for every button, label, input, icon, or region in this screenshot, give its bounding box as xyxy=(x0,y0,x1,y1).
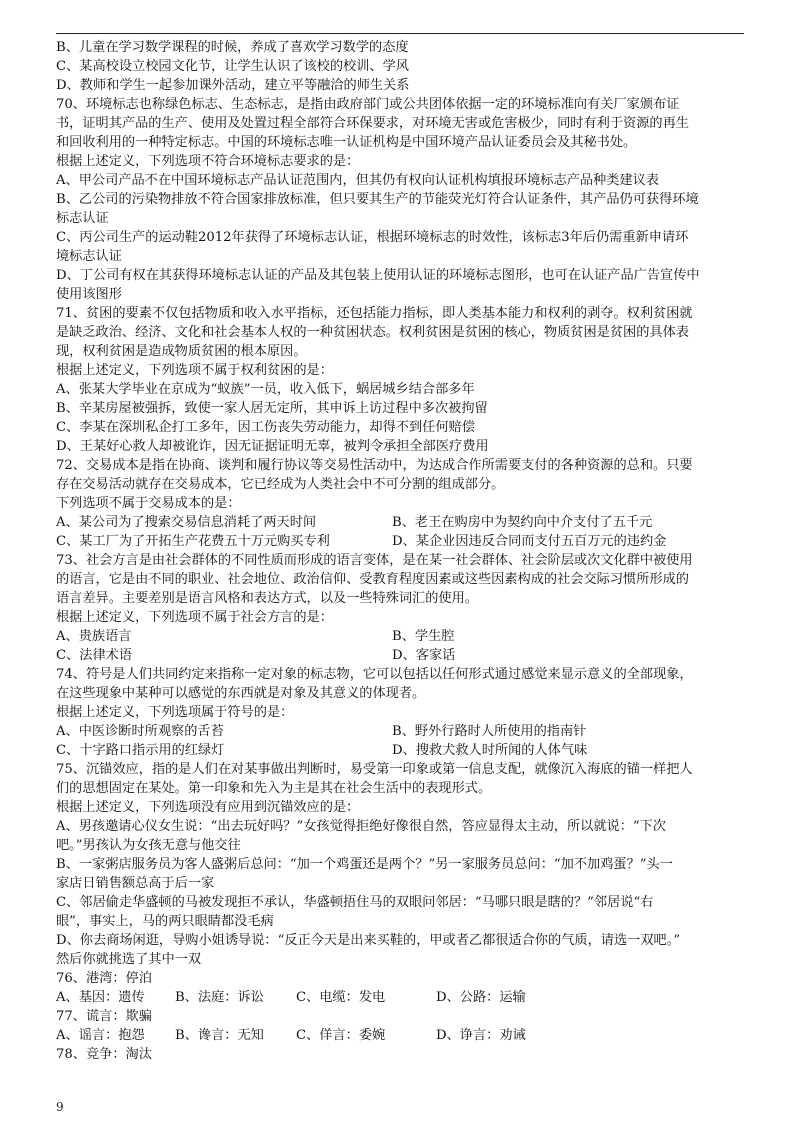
q76-option-b: B、法庭：诉讼 xyxy=(175,990,264,1005)
q73-option-b: B、学生腔 xyxy=(392,629,455,644)
q74-options-row xyxy=(56,741,744,760)
q72-options-row xyxy=(56,532,744,551)
q70-option-a: A、甲公司产品不在中国环境标志产品认证范围内，但其仍有权向认证机构填报环境标志产品种类建议表 xyxy=(56,173,659,188)
q72-stem-line: 72、交易成本是指在协商、谈判和履行协议等交易性活动中，为达成合作所需要支付的各种资源的总和。只要 xyxy=(56,458,693,473)
q72-option-a: A、某公司为了搜索交易信息消耗了两天时间 xyxy=(56,515,317,530)
q73-options-row xyxy=(56,627,744,646)
q73-prompt: 根据上述定义，下列选项不属于社会方言的是： xyxy=(56,610,333,625)
q71-stem-line: 现，权利贫困是造成物质贫困的根本原因。 xyxy=(56,344,307,359)
q71-prompt: 根据上述定义，下列选项不属于权利贫困的是： xyxy=(56,363,333,378)
q75-option-d-cont: 然后你就挑选了其中一双 xyxy=(56,952,202,967)
q73-stem-line: 73、社会方言是由社会群体的不同性质而形成的语言变体，是在某一社会群体、社会阶层或次文化群中被使用 xyxy=(56,553,693,568)
q75-option-a: A、男孩邀请心仪女生说：“出去玩好吗？”女孩觉得拒绝好像很自然，答应显得太主动，所以就说：“下次 xyxy=(56,819,666,834)
q73-stem-line: 的语言，它是由不同的职业、社会地位、政治信仰、受教育程度因素或这些因素构成的社会交际习惯所形成的 xyxy=(56,572,689,587)
q70-option-d: D、丁公司有权在其获得环境标志认证的产品及其包装上使用认证的环境标志图形，也可在认证产品广告宣传中 xyxy=(56,268,700,283)
q70-option-d-cont: 使用该图形 xyxy=(56,287,122,302)
q72-stem-line: 存在交易活动就存在交易成本，它已经成为人类社会中不可分割的组成部分。 xyxy=(56,477,505,492)
q74-option-b: B、野外行路时人所使用的指南针 xyxy=(392,724,587,739)
q71-option-b: B、辛某房屋被强拆，致使一家人居无定所，其申诉上访过程中多次被拘留 xyxy=(56,401,488,416)
q77-option-b: B、谗言：无知 xyxy=(175,1028,264,1043)
q75-option-a-cont: 吧。”男孩认为女孩无意与他交往 xyxy=(56,838,241,853)
q74-option-d: D、搜救犬救人时所闻的人体气味 xyxy=(392,743,588,758)
q70-option-c: C、丙公司生产的运动鞋2012年获得了环境标志认证，根据环境标志的时效性，该标志3年后仍需重新申请环 xyxy=(56,230,689,245)
q75-prompt: 根据上述定义，下列选项没有应用到沉锚效应的是： xyxy=(56,800,360,815)
q74-stem-line: 在这些现象中某种可以感觉的东西就是对象及其意义的体现者。 xyxy=(56,686,426,701)
q72-prompt: 下列选项不属于交易成本的是： xyxy=(56,496,241,511)
q72-options-row xyxy=(56,513,744,532)
q76-option-a: A、基因：遗传 xyxy=(56,990,145,1005)
q70-option-b-cont: 标志认证 xyxy=(56,211,109,226)
q70-prompt: 根据上述定义，下列选项不符合环境标志要求的是： xyxy=(56,154,360,169)
q76-stem: 76、港湾：停泊 xyxy=(56,971,152,986)
q74-options-row xyxy=(56,722,744,741)
q76-options-row xyxy=(56,988,744,1007)
q78-stem: 78、竞争：淘汰 xyxy=(56,1047,152,1062)
q77-option-d: D、诤言：劝诫 xyxy=(436,1028,526,1043)
q74-stem-line: 74、符号是人们共同约定来指称一定对象的标志物，它可以包括以任何形式通过感觉来显示意义的全部现象， xyxy=(56,667,693,682)
q69-option-b: B、儿童在学习数学课程的时候，养成了喜欢学习数学的态度 xyxy=(56,40,409,55)
page-content xyxy=(56,38,744,1064)
q75-option-c-cont: 眼”，事实上，马的两只眼睛都没毛病 xyxy=(56,914,274,929)
q70-option-b: B、乙公司的污染物排放不符合国家排放标准，但只要其生产的节能荧光灯符合认证条件，其产品仍可获得环境 xyxy=(56,192,699,207)
q73-option-c: C、法律术语 xyxy=(56,648,133,663)
q70-stem-line: 70、环境标志也称绿色标志、生态标志，是指由政府部门或公共团体依据一定的环境标准向有关厂家颁布证 xyxy=(56,97,680,112)
q77-stem: 77、谎言：欺骗 xyxy=(56,1009,152,1024)
q69-option-c: C、某高校设立校园文化节，让学生认识了该校的校训、学风 xyxy=(56,59,409,74)
q70-option-c-cont: 境标志认证 xyxy=(56,249,122,264)
q71-option-d: D、王某好心救人却被讹诈，因无证据证明无辜，被判令承担全部医疗费用 xyxy=(56,439,489,454)
q75-option-b-cont: 家店日销售额总高于后一家 xyxy=(56,876,215,891)
q71-option-c: C、李某在深圳私企打工多年，因工伤丧失劳动能力，却得不到任何赔偿 xyxy=(56,420,475,435)
q76-option-d: D、公路：运输 xyxy=(436,990,526,1005)
q75-stem-line: 们的思想固定在某处。第一印象和先入为主是其在社会生活中的表现形式。 xyxy=(56,781,492,796)
q71-stem-line: 是缺乏政治、经济、文化和社会基本人权的一种贫困状态。权利贫困是贫困的核心，物质贫困是贫困的具体表 xyxy=(56,325,689,340)
q74-prompt: 根据上述定义，下列选项属于符号的是： xyxy=(56,705,294,720)
q77-option-a: A、谣言：抱怨 xyxy=(56,1028,145,1043)
q70-stem-line: 和回收利用的一种特定标志。中国的环境标志唯一认证机构是中国环境产品认证委员会及其秘书处。 xyxy=(56,135,637,150)
q76-option-c: C、电缆：发电 xyxy=(296,990,386,1005)
q75-option-d: D、你去商场闲逛，导购小姐诱导说：“反正今天是出来买鞋的，甲或者乙都很适合你的气质，请选一双吧。” xyxy=(56,933,681,948)
q75-stem-line: 75、沉锚效应，指的是人们在对某事做出判断时，易受第一印象或第一信息支配，就像沉入海底的锚一样把人 xyxy=(56,762,693,777)
q73-stem-line: 语言差异。主要差别是语言风格和表达方式，以及一些特殊词汇的使用。 xyxy=(56,591,478,606)
q72-option-b: B、老王在购房中为契约向中介支付了五千元 xyxy=(392,515,653,530)
q70-stem-line: 书，证明其产品的生产、使用及处置过程全部符合环保要求，对环境无害或危害极少，同时有利于资源的再生 xyxy=(56,116,689,131)
q74-option-c: C、十字路口指示用的红绿灯 xyxy=(56,743,225,758)
header-rule xyxy=(56,33,744,34)
q73-option-d: D、客家话 xyxy=(392,648,456,663)
q74-option-a: A、中医诊断时所观察的舌苔 xyxy=(56,724,224,739)
page-number: 9 xyxy=(56,1100,64,1114)
q77-option-c: C、佯言：委婉 xyxy=(296,1028,386,1043)
q72-option-d: D、某企业因违反合同而支付五百万元的违约金 xyxy=(392,534,667,549)
q71-option-a: A、张某大学毕业在京成为“蚁族”一员，收入低下，蜗居城乡结合部多年 xyxy=(56,382,475,397)
q69-option-d: D、教师和学生一起参加课外活动，建立平等融洽的师生关系 xyxy=(56,78,410,93)
q75-option-b: B、一家粥店服务员为客人盛粥后总问：“加一个鸡蛋还是两个？”另一家服务员总问：“加不加鸡蛋？”头一 xyxy=(56,857,673,872)
q73-options-row xyxy=(56,646,744,665)
q75-option-c: C、邻居偷走华盛顿的马被发现拒不承认，华盛顿捂住马的双眼问邻居：“马哪只眼是瞎的？”邻居说“右 xyxy=(56,895,654,910)
q73-option-a: A、贵族语言 xyxy=(56,629,132,644)
q71-stem-line: 71、贫困的要素不仅包括物质和收入水平指标，还包括能力指标，即人类基本能力和权利的剥夺。权利贫困就 xyxy=(56,306,693,321)
q77-options-row xyxy=(56,1026,744,1045)
q72-option-c: C、某工厂为了开拓生产花费五十万元购买专利 xyxy=(56,534,330,549)
